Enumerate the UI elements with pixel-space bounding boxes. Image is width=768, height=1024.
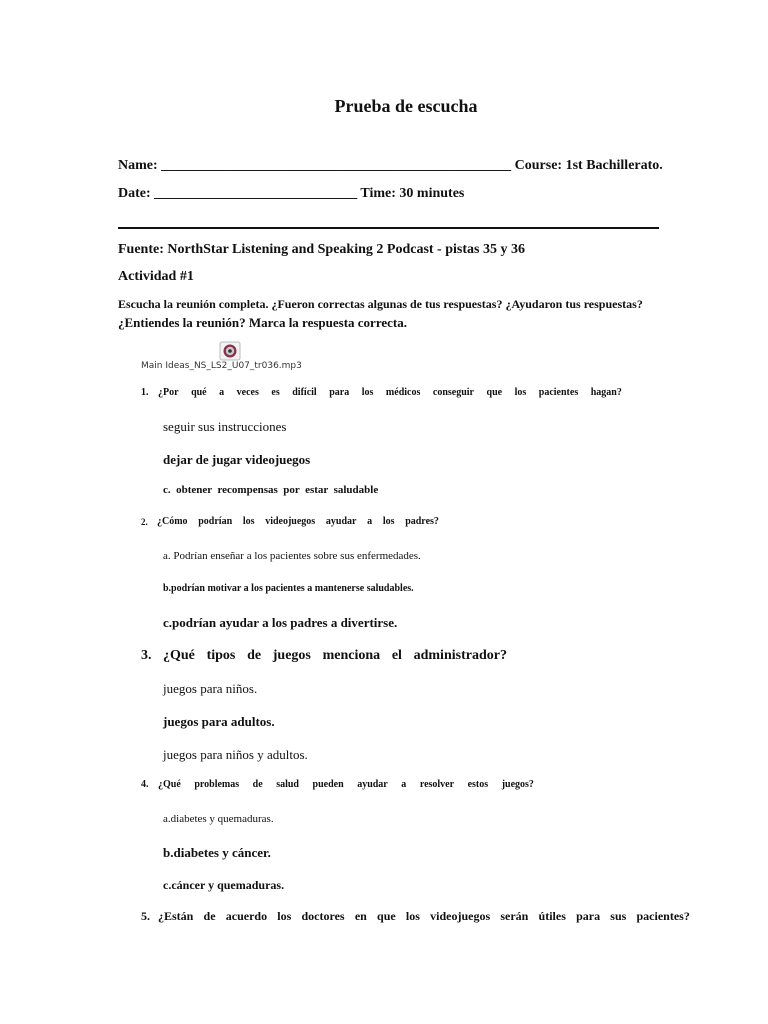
question-4-text	[158, 779, 534, 790]
question-3-word: ¿Qué	[163, 648, 195, 663]
source-line: Fuente: NorthStar Listening and Speaking 2 Podcast - pistas 35 y 36	[118, 242, 525, 257]
question-5-word: los	[405, 909, 420, 923]
question-4-word: pueden	[312, 779, 344, 790]
question-3-option-b[interactable]: juegos para adultos.	[163, 714, 275, 729]
question-4-word: salud	[276, 779, 299, 790]
question-1-word: que	[486, 387, 503, 398]
question-5-word: pacientes?	[636, 909, 690, 923]
question-4-option-b[interactable]: b.diabetes y cáncer.	[163, 845, 271, 860]
question-2-word: padres?	[405, 516, 439, 527]
question-2-word: los	[242, 516, 255, 527]
question-5-number: 5.	[141, 909, 150, 923]
activity-heading: Actividad #1	[118, 269, 194, 284]
question-1-text	[158, 387, 622, 398]
question-1-word: a	[219, 387, 225, 398]
question-4-option-c[interactable]: c.cáncer y quemaduras.	[163, 878, 285, 892]
question-5-word: doctores	[301, 909, 345, 923]
question-1-word: difícil	[292, 387, 317, 398]
question-2-text	[157, 516, 439, 527]
question-5-text	[158, 909, 690, 924]
page-title: Prueba de escucha	[334, 96, 478, 116]
question-3-word: tipos	[206, 648, 236, 663]
instructions-line-2: ¿Entiendes la reunión? Marca la respuesta correcta.	[118, 315, 407, 330]
question-5-word: ¿Están	[158, 909, 194, 923]
audio-file-icon	[219, 341, 241, 361]
question-1-word: ¿Por	[158, 387, 179, 398]
question-2-option-a[interactable]: a. Podrían enseñar a los pacientes sobre sus enfermedades.	[163, 550, 421, 562]
horizontal-rule	[118, 227, 659, 229]
question-2-word: videojuegos	[265, 516, 316, 527]
question-2-word: los	[382, 516, 395, 527]
question-5-word: útiles	[538, 909, 566, 923]
question-1-option-a[interactable]: seguir sus instrucciones	[163, 419, 287, 434]
question-3-word: menciona	[322, 648, 381, 663]
question-5-word: que	[377, 909, 396, 923]
question-4-option-a[interactable]: a.diabetes y quemaduras.	[163, 813, 274, 825]
instructions-line-1: Escucha la reunión completa. ¿Fueron correctas algunas de tus respuestas? ¿Ayudaron tus respuestas?	[118, 297, 643, 311]
question-4-word: estos	[467, 779, 489, 790]
question-1-word: los	[361, 387, 374, 398]
question-5-word: en	[354, 909, 367, 923]
question-5-word: videojuegos	[430, 909, 491, 923]
question-1-word: pacientes	[538, 387, 579, 398]
question-4-word: ayudar	[357, 779, 388, 790]
question-4-word: juegos?	[501, 779, 534, 790]
question-4-word: problemas	[194, 779, 240, 790]
question-4-word: resolver	[419, 779, 455, 790]
question-5-word: serán	[500, 909, 529, 923]
question-5-word: para	[576, 909, 601, 923]
question-3-word: de	[247, 648, 262, 663]
question-4-word: ¿Qué	[158, 779, 181, 790]
question-2-number: 2.	[141, 517, 148, 527]
question-1-word: conseguir	[432, 387, 474, 398]
question-4-word: de	[252, 779, 263, 790]
question-5-word: los	[277, 909, 292, 923]
question-4-number: 4.	[141, 779, 149, 790]
date-time-line: Date: _____________________________ Time: 30 minutes	[118, 186, 465, 201]
question-5-word: sus	[610, 909, 627, 923]
question-3-text	[163, 648, 507, 664]
question-5-word: de	[203, 909, 216, 923]
question-1-word: los	[514, 387, 527, 398]
question-5-word: acuerdo	[225, 909, 268, 923]
question-2-word: a	[367, 516, 373, 527]
question-2-option-c[interactable]: c.podrían ayudar a los padres a divertirse.	[163, 615, 398, 630]
audio-attachment[interactable]	[141, 340, 331, 372]
question-1-number: 1.	[141, 387, 149, 398]
question-1-word: médicos	[385, 387, 421, 398]
question-3-word: juegos	[272, 648, 311, 663]
question-2-word: podrían	[198, 516, 233, 527]
question-2-option-b[interactable]: b.podrían motivar a los pacientes a mantenerse saludables.	[163, 583, 414, 594]
question-1-option-b[interactable]: dejar de jugar videojuegos	[163, 452, 311, 467]
question-4-word: a	[401, 779, 407, 790]
name-course-line: Name: __________________________________________________ Course: 1st Bachillerato.	[118, 158, 663, 173]
question-3-word: administrador?	[413, 648, 507, 663]
question-1-option-c[interactable]: c. obtener recompensas por estar saludable	[163, 484, 379, 496]
question-3-word: el	[391, 648, 402, 663]
question-2-word: ayudar	[325, 516, 357, 527]
question-3-option-c[interactable]: juegos para niños y adultos.	[163, 747, 308, 762]
audio-filename: Main Ideas_NS_LS2_U07_tr036.mp3	[141, 361, 302, 371]
question-2-word: ¿Cómo	[157, 516, 188, 527]
question-1-word: qué	[191, 387, 207, 398]
question-3-option-a[interactable]: juegos para niños.	[163, 681, 258, 696]
question-1-word: veces	[236, 387, 259, 398]
question-3-number: 3.	[141, 648, 152, 663]
question-1-word: es	[271, 387, 280, 398]
question-1-word: hagan?	[590, 387, 622, 398]
question-1-word: para	[329, 387, 350, 398]
